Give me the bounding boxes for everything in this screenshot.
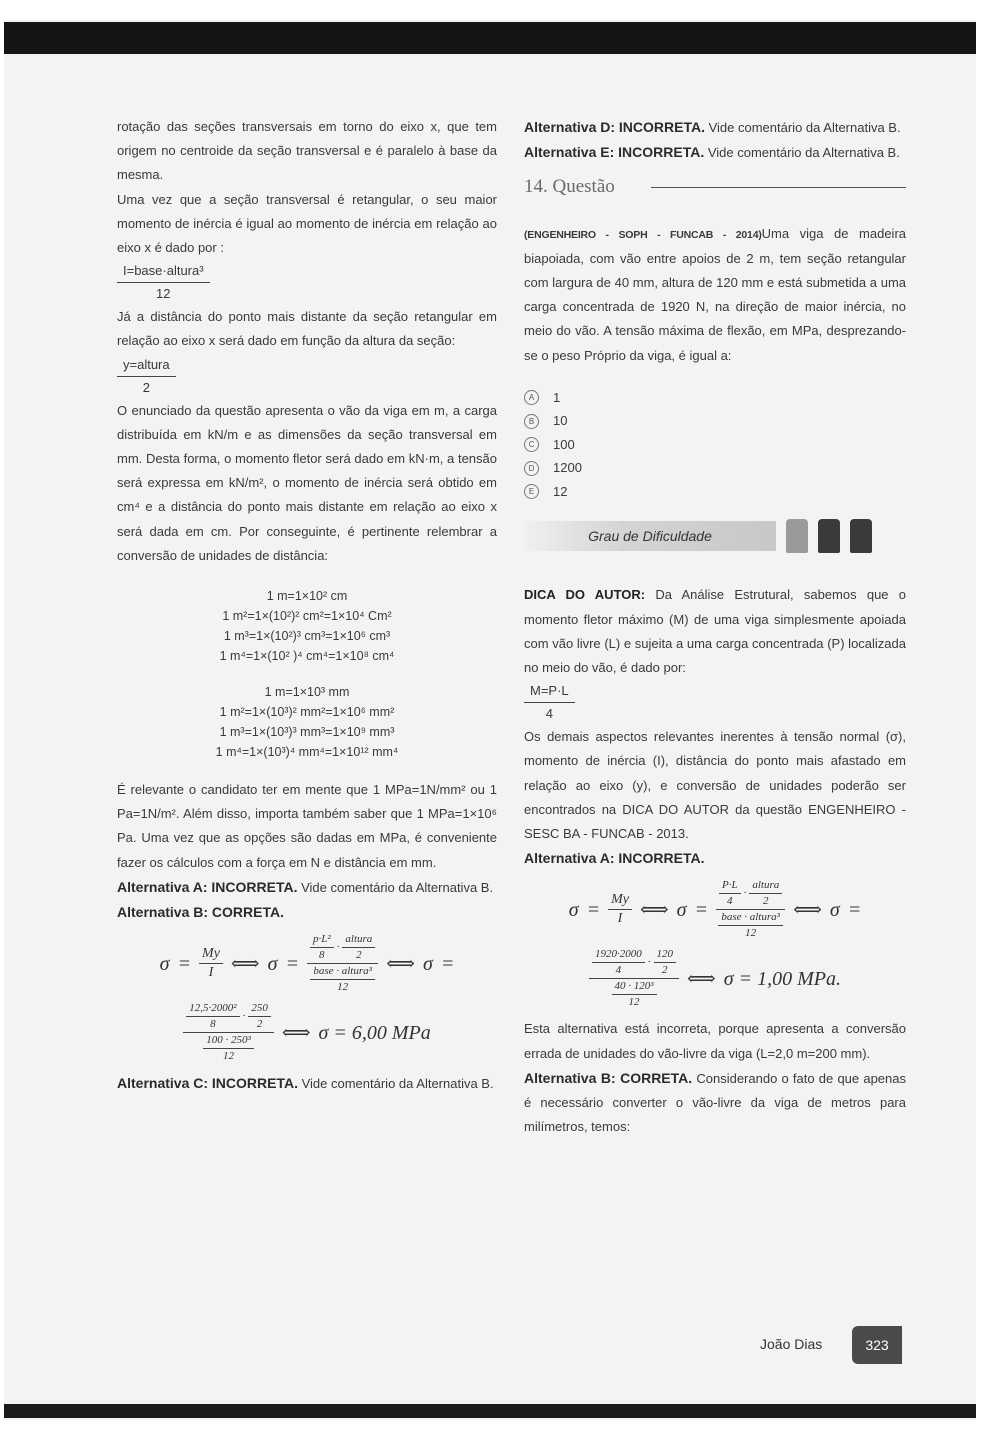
alternative-c (117, 1071, 497, 1096)
paragraph-distance: Já a distância do ponto mais distante da seção retangular em relação ao eixo x será dado em função da altura da seção: (117, 309, 497, 349)
alternative-e-title: Alternativa E: INCORRETA. (524, 144, 705, 161)
answer-options (524, 386, 906, 504)
unit-line: 1 m=1×10² cm (266, 589, 348, 604)
left-column (117, 115, 497, 1096)
top-dark-band (4, 22, 976, 54)
alternative-c-text: Vide comentário da Alternativa B. (297, 1076, 494, 1092)
unit-line: 1 m⁴=1×(10² )⁴ cm⁴=1×10⁸ cm⁴ (219, 649, 395, 664)
alternative-d-text: Vide comentário da Alternativa B. (704, 120, 901, 135)
formula-inertia-den: 12 (156, 286, 171, 302)
option-b[interactable]: B 10 (524, 409, 906, 433)
question-source: (ENGENHEIRO - SOPH - FUNCAB - 2014) (524, 228, 762, 241)
alternative-b-left (117, 900, 497, 925)
author-tip-title: DICA DO AUTOR: (524, 587, 646, 603)
question-header (524, 175, 906, 199)
paragraph-incorrect: Esta alternativa está incorreta, porque apresenta a conversão errada de unidades do vão-livre da viga (L=2,0 m=200 mm). (524, 1021, 906, 1061)
alternative-e-text: Vide comentário da Alternativa B. (704, 145, 900, 161)
option-letter-circle: E (524, 484, 539, 499)
alternative-b-text: Considerando o fato de que apenas é necessário converter o vão-livre da viga de metros para milímetros, temos: (524, 1070, 906, 1135)
unit-conversions (117, 586, 497, 762)
alternative-b-title: Alternativa B: CORRETA. (524, 1069, 693, 1086)
unit-line: 1 m²=1×(10²)² cm²=1×10⁴ Cm² (222, 609, 392, 624)
alternative-d-title: Alternativa D: INCORRETA. (524, 119, 705, 135)
difficulty-block (818, 519, 840, 553)
option-d[interactable]: D 1200 (524, 456, 906, 480)
unit-line: 1 m⁴=1×(10³)⁴ mm⁴=1×10¹² mm⁴ (215, 745, 399, 760)
paragraph-rotation: rotação das seções transversais em torno do eixo x, que tem origem no centroide da seção transversal e é paralelo à base da mesma. (117, 119, 497, 183)
option-a[interactable]: A 1 (524, 386, 906, 410)
difficulty-meter (524, 519, 906, 553)
bottom-dark-band (4, 1404, 976, 1418)
author-tip-text: Da Análise Estrutural, sabemos que o momento fletor máximo (M) de uma viga simplesmente apoiada com vão livre (L) e sujeita a uma carga concentrada (P) localizada no meio do vão, é dado por: (524, 587, 906, 675)
difficulty-label: Grau de Dificuldade (524, 521, 776, 551)
formula-distance-den: 2 (142, 379, 150, 395)
alternative-a-left (117, 875, 497, 900)
formula-inertia-num: I=base·altura³ (117, 260, 210, 283)
alternative-e (524, 140, 906, 165)
option-letter-circle: D (524, 461, 539, 476)
option-e[interactable]: E 12 (524, 480, 906, 504)
paragraph-units-intro: O enunciado da questão apresenta o vão da viga em m, a carga distribuída em kN/m e as dimensões da seção transversal em mm. Desta forma, o momento fletor será dado em kN·m, a tensão será expressa em kN/m², o momento de inércia será obtido em cm⁴ e a distância do ponto mais distante em relação ao eixo x será dada em cm. Por conseguinte, é pertinente relembrar a conversão de unidades de distância: (117, 402, 497, 563)
author-tip (524, 583, 906, 680)
equation-b-general: σ = $\frac{My}{I}$ ⟺ σ = p·L² 8 · altura 2 base · altura³ 12 ⟺ σ = (159, 933, 455, 994)
question-statement (524, 222, 906, 368)
option-letter-circle: B (524, 414, 539, 429)
footer-author: João Dias (760, 1336, 823, 1352)
alternative-c-title: Alternativa C: INCORRETA. (117, 1075, 298, 1092)
formula-distance (117, 354, 497, 399)
unit-line: 1 m³=1×(10³)³ mm³=1×10⁹ mm³ (219, 725, 395, 740)
alternative-a-title: Alternativa A: INCORRETA. (524, 850, 705, 867)
formula-inertia (117, 260, 497, 305)
unit-line: 1 m=1×10³ mm (264, 685, 350, 700)
alternative-d (524, 115, 906, 140)
formula-distance-num: y=altura (117, 354, 176, 377)
page-number: 323 (852, 1326, 902, 1364)
alternative-a-right (524, 846, 906, 871)
question-text: Uma viga de madeira biapoiada, com vão entre apoios de 2 m, tem seção retangular com largura de 40 mm, altura de 120 mm e está submetida a uma carga concentrada de 1920 N, na direção de maior inércia, no meio do vão. A tensão máxima de flexão, em MPa, desprezando-se o peso Próprio da viga, é igual a: (524, 225, 906, 363)
result-a: σ = 1,00 MPa. (723, 967, 841, 990)
unit-line: 1 m²=1×(10³)² mm²=1×10⁶ mm² (219, 705, 395, 720)
option-c[interactable]: C 100 (524, 433, 906, 457)
equation-a-numeric: 1920·2000 4 · 120 2 $\frac{\text{40 · 120³}}{12}$ ⟺ σ = 1,00 MPa. (524, 948, 906, 1009)
equation-b-numeric: 12,5·2000² 8 · 250 2 $\frac{\text{100 · 250³}}{12}$ ⟺ σ = 6,00 MPa (117, 1002, 497, 1063)
question-title: 14. Questão (524, 176, 615, 198)
alternative-b-right (524, 1066, 906, 1140)
alternative-b-title: Alternativa B: CORRETA. (117, 904, 284, 921)
equation-a-general: σ = $\frac{My}{I}$ ⟺ σ = P·L 4 · altura 2 base · altura³ 12 ⟺ σ = (568, 879, 862, 940)
paragraph-mpa: É relevante o candidato ter em mente que 1 MPa=1N/mm² ou 1 Pa=1N/m². Além disso, importa também saber que 1 MPa=1×10⁶ Pa. Uma vez que as opções são dadas em MPa, é conveniente fazer os cálculos com a força em N e distância em mm. (117, 782, 497, 870)
alternative-a-title: Alternativa A: INCORRETA. (117, 878, 298, 895)
alternative-a-text: Vide comentário da Alternativa B. (297, 879, 494, 895)
formula-moment (524, 680, 906, 725)
formula-moment-num: M=P·L (524, 680, 575, 703)
result-b: σ = 6,00 MPa (318, 1021, 431, 1044)
right-column (524, 115, 906, 1139)
paragraph-inertia: Uma vez que a seção transversal é retangular, o seu maior momento de inércia é igual ao momento de inércia em relação ao eixo x é dado por : (117, 191, 497, 256)
question-rule (651, 187, 906, 188)
option-letter-circle: A (524, 390, 539, 405)
unit-line: 1 m³=1×(10²)³ cm³=1×10⁶ cm³ (223, 629, 391, 644)
difficulty-block (850, 519, 872, 553)
paragraph-aspects: Os demais aspectos relevantes inerentes à tensão normal (σ), momento de inércia (I), distância do ponto mais afastado em relação ao eixo (y), e conversão de unidades poderão ser encontrados na DICA DO AUTOR da questão ENGENHEIRO - SESC BA - FUNCAB - 2013. (524, 729, 906, 841)
formula-moment-den: 4 (545, 706, 553, 722)
option-letter-circle: C (524, 437, 539, 452)
difficulty-block (786, 519, 808, 553)
